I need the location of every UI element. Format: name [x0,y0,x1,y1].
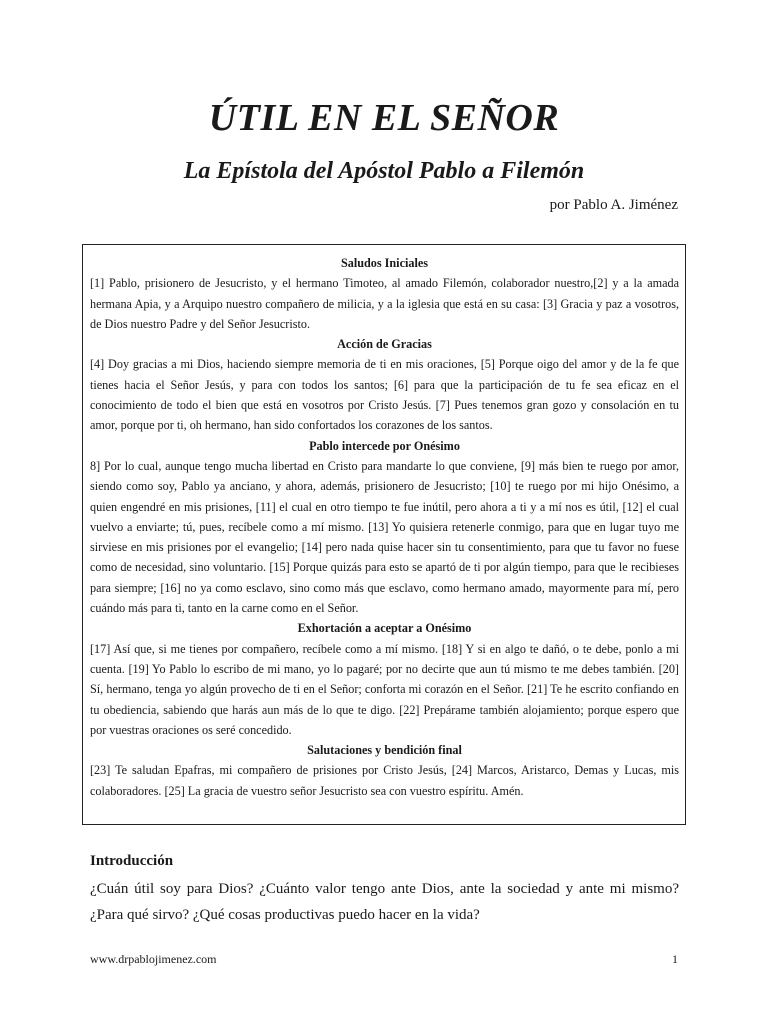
section-text-saludos: [1] Pablo, prisionero de Jesucristo, y el hermano Timoteo, al amado Filemón, colaborador nuestro,[2] y a la amada hermana Apia, y a Arquipo nuestro compañero de milicia, y a la iglesia que está en su casa: [3] Gracia y paz a vosotros, de Dios nuestro Padre y del Señor Jesucristo. [90,276,679,331]
section-heading-accion-de-gracias: Acción de Gracias [337,337,432,352]
scripture-text-box [82,244,686,825]
page-number: 1 [672,952,678,966]
footer-website: www.drpablojimenez.com [90,952,217,966]
author-byline: por Pablo A. Jiménez [549,197,678,213]
section-text-accion-de-gracias: [4] Doy gracias a mi Dios, haciendo siempre memoria de ti en mis oraciones, [5] Porque oigo del amor y de la fe que tienes hacia el Señor Jesús, y para con todos los santos; [6] para que la participación de tu fe sea eficaz en el conocimiento de todo el bien que está en vosotros por Cristo Jesús. [7] Pues tenemos gran gozo y consolación en tu amor, porque por ti, oh hermano, han sido confortados los corazones de los santos. [90,357,679,433]
introduction-heading: Introducción [90,853,174,869]
introduction-text: ¿Cuán útil soy para Dios? ¿Cuánto valor tengo ante Dios, ante la sociedad y ante mi mismo? ¿Para qué sirvo? ¿Qué cosas productivas puedo hacer en la vida? [90,881,679,923]
section-text-exhortacion: [17] Así que, si me tienes por compañero, recíbele como a mí mismo. [18] Y si en algo te dañó, o te debe, ponlo a mi cuenta. [19] Yo Pablo lo escribo de mi mano, yo lo pagaré; por no decirte que aun tú mismo te me debes también. [20] Sí, hermano, tenga yo algún provecho de ti en el Señor; conforta mi corazón en el Señor. [21] Te he escrito confiando en tu obediencia, sabiendo que harás aun más de lo que te digo. [22] Prepárame también alojamiento; porque espero que por vuestras oraciones os seré concedido. [90,641,679,737]
section-heading-exhortacion: Exhortación a aceptar a Onésimo [297,621,472,636]
document-title: ÚTIL EN EL SEÑOR [208,97,560,139]
section-heading-pablo-intercede: Pablo intercede por Onésimo [309,438,460,453]
section-text-pablo-intercede: 8] Por lo cual, aunque tengo mucha libertad en Cristo para mandarte lo que conviene, [9] más bien te ruego por amor, siendo como soy, Pablo ya anciano, y ahora, además, prisionero de Jesucristo; [10] te ruego por mi hijo Onésimo, a quien engendré en mis prisiones, [11] el cual en otro tiempo te fue inútil, pero ahora a ti y a mí nos es útil, [12] el cual vuelvo a enviarte; tú, pues, recíbele como a mí mismo. [13] Yo quisiera retenerle conmigo, para que en lugar tuyo me sirviese en mis prisiones por el evangelio; [14] pero nada quise hacer sin tu consentimiento, para que tu favor no fuese como de necesidad, sino voluntario. [15] Porque quizás para esto se apartó de ti por algún tiempo, para que le recibieses para siempre; [16] no ya como esclavo, sino como más que esclavo, como hermano amado, mayormente para mí, pero cuándo más para ti, tanto en la carne como en el Señor. [90,458,679,616]
document-subtitle: La Epístola del Apóstol Pablo a Filemón [183,158,585,184]
section-heading-saludos: Saludos Iniciales [340,256,429,270]
section-text-salutaciones: [23] Te saludan Epafras, mi compañero de prisiones por Cristo Jesús, [24] Marcos, Aristarco, Demas y Lucas, mis colaboradores. [25] La gracia de vuestro señor Jesucristo sea con vuestro espíritu. Amén. [90,763,679,798]
section-heading-salutaciones: Salutaciones y bendición final [307,743,462,758]
